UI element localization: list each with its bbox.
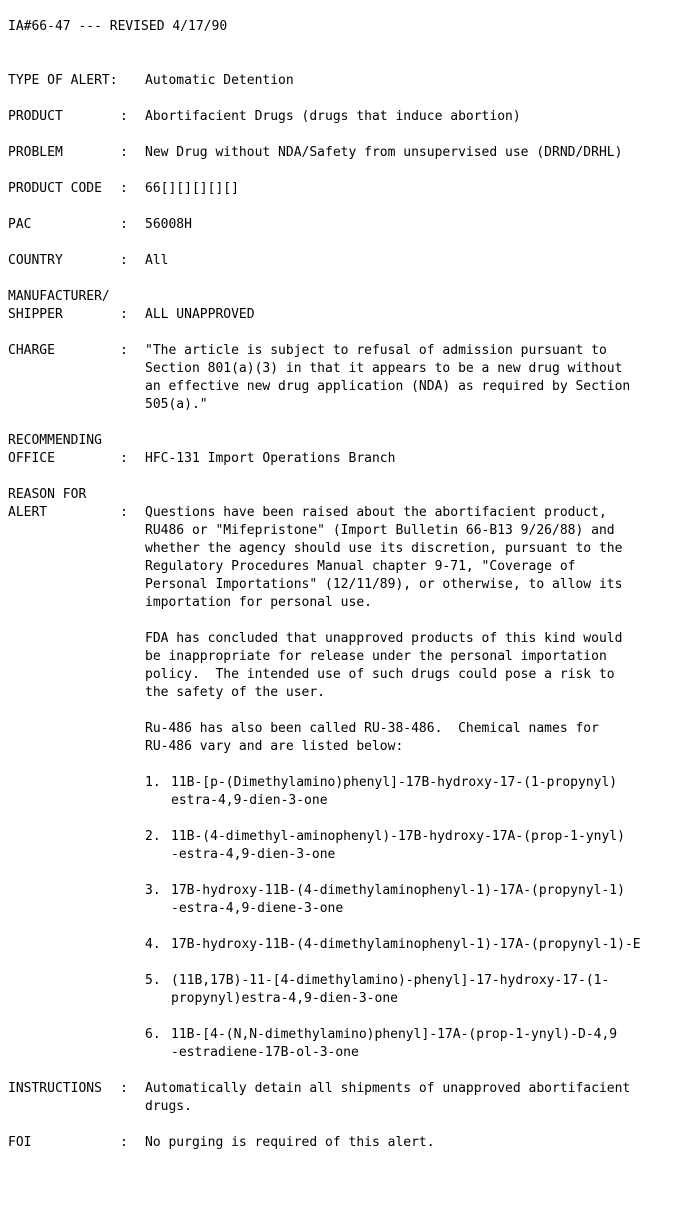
reason-p2-line-3 — [8, 666, 615, 684]
chemical-item-2 — [8, 828, 625, 846]
chemical-item-3 — [8, 882, 625, 900]
recommending-label-line-1 — [8, 432, 102, 450]
chemical-item-3-cont — [8, 900, 344, 918]
chemical-item-5-cont — [8, 990, 398, 1008]
charge-text-line: an effective new drug application (NDA) as required by Section — [145, 379, 631, 394]
country-value: All — [145, 253, 169, 268]
chemical-number: 2. — [145, 829, 161, 844]
foi-row — [8, 1134, 435, 1152]
chemical-name-line: -estradiene-17B-ol-3-one — [171, 1045, 359, 1060]
alert-id-revised: IA#66-47 --- REVISED 4/17/90 — [8, 19, 228, 34]
manufacturer-value: ALL UNAPPROVED — [145, 307, 255, 322]
chemical-name-line: 17B-hydroxy-11B-(4-dimethylaminophenyl-1)-17A-(propynyl-1) — [171, 883, 625, 898]
chemical-item-6 — [8, 1026, 618, 1044]
instructions-text-line: drugs. — [145, 1099, 192, 1114]
chemical-number: 4. — [145, 937, 161, 952]
chemical-name-line: propynyl)estra-4,9-dien-3-one — [171, 991, 398, 1006]
pac-value: 56008H — [145, 217, 192, 232]
instructions-colon: : — [120, 1081, 128, 1096]
problem-value: New Drug without NDA/Safety from unsupervised use (DRND/DRHL) — [145, 145, 623, 160]
recommending-label: RECOMMENDING — [8, 433, 102, 448]
shipper-label: SHIPPER — [8, 307, 63, 322]
charge-line-3 — [8, 378, 631, 396]
foi-label: FOI — [8, 1135, 32, 1150]
alert-label: ALERT — [8, 505, 48, 520]
reason-paragraph-line: FDA has concluded that unapproved products of this kind would — [145, 631, 623, 646]
chemical-name-line: 17B-hydroxy-11B-(4-dimethylaminophenyl-1)-17A-(propynyl-1)-E — [171, 937, 641, 952]
instructions-line-2 — [8, 1098, 192, 1116]
manufacturer-label-line-1 — [8, 288, 110, 306]
foi-value: No purging is required of this alert. — [145, 1135, 435, 1150]
country-colon: : — [120, 253, 128, 268]
reason-p3-line-1 — [8, 720, 599, 738]
reason-paragraph-line: Ru-486 has also been called RU-38-486. Chemical names for — [145, 721, 599, 736]
pac-label: PAC — [8, 217, 32, 232]
product-code-colon: : — [120, 181, 128, 196]
chemical-name-line: (11B,17B)-11-[4-dimethylamino)-phenyl]-17-hydroxy-17-(1- — [171, 973, 610, 988]
product-code-value: 66[][][][][] — [145, 181, 239, 196]
reason-paragraph-line: RU-486 vary and are listed below: — [145, 739, 404, 754]
product-row — [8, 108, 521, 126]
product-label: PRODUCT — [8, 109, 63, 124]
pac-colon: : — [120, 217, 128, 232]
type-of-alert-value: Automatic Detention — [145, 73, 294, 88]
reason-p1-line-2 — [8, 522, 615, 540]
product-value: Abortifacient Drugs (drugs that induce abortion) — [145, 109, 521, 124]
reason-p1-line-6 — [8, 594, 372, 612]
chemical-number: 1. — [145, 775, 161, 790]
pac-row — [8, 216, 192, 234]
chemical-number: 6. — [145, 1027, 161, 1042]
reason-paragraph-line: be inappropriate for release under the personal importation — [145, 649, 607, 664]
shipper-row — [8, 306, 255, 324]
reason-paragraph-line: policy. The intended use of such drugs could pose a risk to — [145, 667, 615, 682]
problem-colon: : — [120, 145, 128, 160]
office-label: OFFICE — [8, 451, 55, 466]
reason-p2-line-2 — [8, 648, 607, 666]
type-of-alert-row — [8, 72, 294, 90]
foi-colon: : — [120, 1135, 128, 1150]
reason-paragraph-line: Regulatory Procedures Manual chapter 9-71, "Coverage of — [145, 559, 576, 574]
problem-row — [8, 144, 623, 162]
chemical-item-2-cont — [8, 846, 336, 864]
chemical-number: 3. — [145, 883, 161, 898]
chemical-name-line: 11B-[p-(Dimethylamino)phenyl]-17B-hydroxy-17-(1-propynyl) — [171, 775, 618, 790]
office-row — [8, 450, 396, 468]
reason-p1-line-5 — [8, 576, 623, 594]
recommending-office-value: HFC-131 Import Operations Branch — [145, 451, 396, 466]
charge-label: CHARGE — [8, 343, 55, 358]
charge-row — [8, 342, 607, 360]
chemical-item-6-cont — [8, 1044, 359, 1062]
reason-paragraph-line: Personal Importations" (12/11/89), or otherwise, to allow its — [145, 577, 623, 592]
chemical-name-line: -estra-4,9-diene-3-one — [171, 901, 344, 916]
charge-text-line: "The article is subject to refusal of admission pursuant to — [145, 343, 607, 358]
type-of-alert-label: TYPE OF ALERT: — [8, 73, 118, 88]
reason-p1-line-3 — [8, 540, 623, 558]
chemical-item-1-cont — [8, 792, 328, 810]
alert-header — [8, 18, 228, 36]
chemical-item-5 — [8, 972, 610, 990]
charge-colon: : — [120, 343, 128, 358]
shipper-colon: : — [120, 307, 128, 322]
charge-line-2 — [8, 360, 623, 378]
chemical-item-4 — [8, 936, 641, 954]
chemical-number: 5. — [145, 973, 161, 988]
product-code-label: PRODUCT CODE — [8, 181, 102, 196]
manufacturer-label: MANUFACTURER/ — [8, 289, 110, 304]
reason-label-line-1 — [8, 486, 87, 504]
product-code-row — [8, 180, 239, 198]
reason-paragraph-line: the safety of the user. — [145, 685, 326, 700]
reason-p1-line-4 — [8, 558, 576, 576]
chemical-item-1 — [8, 774, 618, 792]
chemical-name-line: estra-4,9-dien-3-one — [171, 793, 328, 808]
chemical-name-line: -estra-4,9-dien-3-one — [171, 847, 336, 862]
reason-paragraph-line: whether the agency should use its discretion, pursuant to the — [145, 541, 623, 556]
reason-for-label: REASON FOR — [8, 487, 87, 502]
reason-paragraph-line: RU486 or "Mifepristone" (Import Bulletin 66-B13 9/26/88) and — [145, 523, 615, 538]
chemical-name-line: 11B-[4-(N,N-dimethylamino)phenyl]-17A-(prop-1-ynyl)-D-4,9 — [171, 1027, 618, 1042]
charge-text-line: 505(a)." — [145, 397, 208, 412]
country-row — [8, 252, 169, 270]
reason-paragraph-line: Questions have been raised about the abortifacient product, — [145, 505, 607, 520]
instructions-label: INSTRUCTIONS — [8, 1081, 102, 1096]
reason-colon: : — [120, 505, 128, 520]
office-colon: : — [120, 451, 128, 466]
instructions-row — [8, 1080, 631, 1098]
problem-label: PROBLEM — [8, 145, 63, 160]
reason-p2-line-4 — [8, 684, 326, 702]
charge-line-4 — [8, 396, 208, 414]
chemical-name-line: 11B-(4-dimethyl-aminophenyl)-17B-hydroxy-17A-(prop-1-ynyl) — [171, 829, 625, 844]
country-label: COUNTRY — [8, 253, 63, 268]
charge-text-line: Section 801(a)(3) in that it appears to be a new drug without — [145, 361, 623, 376]
reason-p3-line-2 — [8, 738, 404, 756]
reason-p2-line-1 — [8, 630, 623, 648]
reason-row — [8, 504, 607, 522]
instructions-text-line: Automatically detain all shipments of unapproved abortifacient — [145, 1081, 631, 1096]
product-colon: : — [120, 109, 128, 124]
reason-paragraph-line: importation for personal use. — [145, 595, 372, 610]
